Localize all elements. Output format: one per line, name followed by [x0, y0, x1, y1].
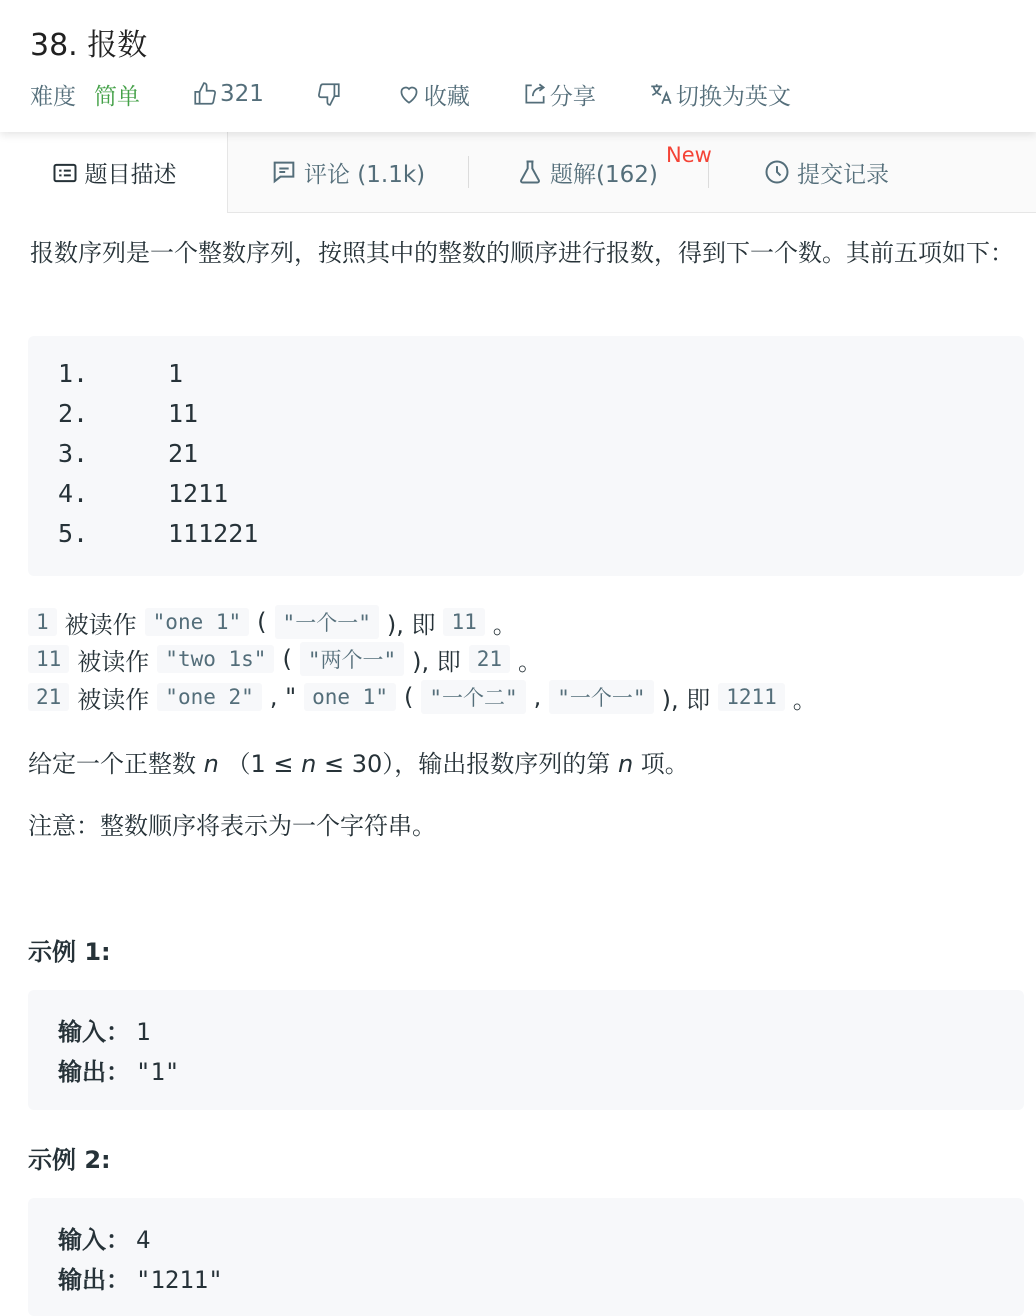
- dislike-button[interactable]: [316, 81, 344, 107]
- example-input-line: [58, 1220, 150, 1255]
- given-variable: n: [301, 750, 317, 778]
- tab-submissions[interactable]: [763, 132, 889, 212]
- read-text: ), 即: [386, 610, 436, 639]
- flask-icon: [516, 158, 544, 186]
- read-line-1: [28, 604, 521, 640]
- like-count: 321: [220, 81, 264, 107]
- tab-description[interactable]: [0, 132, 228, 213]
- share-button[interactable]: [522, 78, 596, 111]
- sequence-index: 5.: [58, 519, 89, 548]
- read-text: , ": [269, 683, 297, 711]
- sequence-value: 111221: [168, 519, 259, 548]
- output-value: "1211": [136, 1266, 223, 1294]
- read-line-2: [28, 641, 546, 677]
- problem-title: 38. 报数: [30, 28, 148, 63]
- difficulty-label: 难度: [30, 83, 76, 110]
- read-text: ), 即: [661, 685, 711, 714]
- example-output-line: [58, 1260, 223, 1295]
- read-text: 。: [792, 685, 817, 714]
- inline-code: "一个二": [421, 680, 525, 714]
- example-output-line: [58, 1052, 179, 1087]
- inline-code: 1211: [718, 683, 785, 711]
- inline-code: "one 2": [157, 683, 262, 711]
- clock-icon: [763, 158, 791, 186]
- tab-solutions-label: 题解(162): [550, 161, 658, 188]
- problem-header: [0, 0, 1036, 132]
- comment-icon: [270, 158, 298, 186]
- heart-icon: [396, 81, 422, 107]
- problem-description: [30, 236, 1020, 270]
- read-text: ), 即: [412, 647, 461, 676]
- inline-code: one 1": [304, 683, 396, 711]
- thumbs-down-icon: [316, 81, 342, 107]
- switch-language-button[interactable]: [648, 78, 791, 111]
- tab-bar: [0, 132, 1036, 213]
- output-label: 输出：: [58, 1058, 130, 1086]
- sequence-index: 1.: [58, 359, 89, 388]
- inline-code: 21: [469, 645, 510, 673]
- given-text: 给定一个正整数: [28, 750, 196, 778]
- problem-meta-bar: [30, 78, 791, 110]
- example-2-title: 示例 2:: [28, 1146, 111, 1174]
- tab-comments[interactable]: [270, 132, 425, 212]
- favorite-button[interactable]: [396, 78, 470, 111]
- given-variable: n: [203, 750, 219, 778]
- read-line-3: [28, 679, 821, 715]
- sequence-index: 3.: [58, 439, 89, 468]
- read-text: 被读作: [64, 610, 137, 639]
- read-text: 。: [518, 647, 543, 676]
- input-label: 输入：: [58, 1018, 130, 1046]
- tab-description-label: 题目描述: [84, 162, 177, 188]
- given-text: 项。: [640, 750, 689, 778]
- translate-icon: [648, 81, 674, 107]
- tab-comments-label: 评论 (1.1k): [304, 161, 426, 188]
- sequence-block: [28, 336, 1024, 576]
- output-label: 输出：: [58, 1266, 130, 1294]
- tab-divider: [468, 156, 469, 188]
- new-badge: New: [666, 143, 712, 167]
- sequence-value: 11: [168, 399, 199, 428]
- given-text: ≤ 30），输出报数序列的第: [324, 750, 611, 778]
- input-label: 输入：: [58, 1226, 130, 1254]
- inline-code: 11: [28, 645, 69, 673]
- tab-solutions[interactable]: [516, 132, 658, 212]
- share-label: 分享: [549, 83, 596, 110]
- given-variable: n: [617, 750, 634, 778]
- read-text: (: [257, 608, 267, 636]
- inline-code: "一个一": [549, 680, 653, 714]
- inline-code: 21: [28, 683, 69, 711]
- inline-code: 1: [28, 608, 57, 636]
- example-2-block: [28, 1198, 1024, 1316]
- sequence-value: 1: [168, 359, 184, 388]
- read-text: 被读作: [77, 685, 150, 714]
- intro-paragraph: 报数序列是一个整数序列，按照其中的整数的顺序进行报数，得到下一个数。其前五项如下：: [30, 239, 1014, 267]
- description-icon: [51, 159, 79, 187]
- inline-code: "两个一": [300, 642, 404, 676]
- output-value: "1": [136, 1058, 180, 1086]
- read-text: 。: [492, 610, 517, 639]
- thumbs-up-icon: [192, 81, 218, 107]
- example-1-title: 示例 1:: [28, 938, 111, 966]
- note-paragraph: 注意：整数顺序将表示为一个字符串。: [28, 812, 436, 840]
- inline-code: "one 1": [145, 608, 250, 636]
- read-text: (: [282, 645, 292, 673]
- input-value: 4: [136, 1226, 151, 1254]
- switch-language-label: 切换为英文: [675, 83, 791, 110]
- like-button[interactable]: [192, 81, 264, 107]
- sequence-value: 1211: [168, 479, 229, 508]
- given-paragraph: [28, 744, 689, 779]
- read-text: (: [403, 683, 414, 711]
- tab-submissions-label: 提交记录: [797, 161, 889, 188]
- favorite-label: 收藏: [423, 83, 470, 110]
- inline-code: 11: [443, 608, 484, 636]
- given-text: （1 ≤: [226, 750, 294, 778]
- inline-code: "two 1s": [157, 645, 274, 673]
- inline-code: "一个一": [275, 605, 379, 639]
- sequence-index: 2.: [58, 399, 89, 428]
- read-text: 被读作: [77, 647, 150, 676]
- sequence-index: 4.: [58, 479, 89, 508]
- example-1-block: [28, 990, 1024, 1110]
- input-value: 1: [136, 1018, 151, 1046]
- sequence-value: 21: [168, 439, 199, 468]
- share-icon: [522, 81, 548, 107]
- difficulty-value: 简单: [94, 83, 140, 110]
- read-text: ,: [533, 683, 542, 711]
- example-input-line: [58, 1012, 150, 1047]
